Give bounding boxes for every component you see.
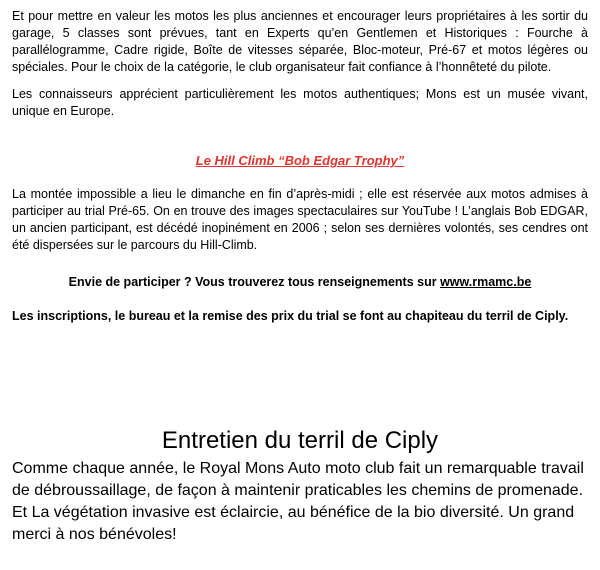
participation-callout <box>12 274 588 291</box>
participation-callout-text: Envie de participer ? Vous trouverez tous renseignements sur <box>68 275 441 289</box>
intro-paragraph-connoisseurs: Les connaisseurs apprécient particulièrement les motos authentiques; Mons est un musée vivant, unique en Europe. <box>12 87 588 118</box>
article-title: Entretien du terril de Ciply <box>161 427 439 454</box>
registration-note: Les inscriptions, le bureau et la remise des prix du trial se font au chapiteau du terril de Ciply. <box>12 309 569 323</box>
article-body: Comme chaque année, le Royal Mons Auto moto club fait un remarquable travail de débroussaillage, de façon à maintenir praticables les chemins de promenade. Et La végétation invasive est éclaircie, au bénéfice de la bio diversité. Un grand merci à nos bénévoles! <box>12 460 584 543</box>
hill-climb-heading: Le Hill Climb “Bob Edgar Trophy” <box>195 153 405 168</box>
hill-climb-paragraph: La montée impossible a lieu le dimanche en fin d’après-midi ; elle est réservée aux motos admises à participer au trial Pré-65. On en trouve des images spectaculaires sur YouTube ! L’anglais Bob EDGAR, un ancien participant, est décédé inopinément en 2006 ; selon ses dernières volontés, ses cendres ont été dispersées sur le parcours du Hill-Climb. <box>12 187 588 252</box>
intro-paragraph-classes: Et pour mettre en valeur les motos les plus anciennes et encourager leurs propriétaires à les sortir du garage, 5 classes sont prévues, tant en Experts qu’en Gentlemen et Historiques : Fourche à parallélogramme, Cadre rigide, Boîte de vitesses séparée, Bloc-moteur, Pré-67 et motos légères ou spéciales. Pour le choix de la catégorie, le club organisateur fait confiance à l’honnêteté du pilote. <box>12 9 588 74</box>
website-link[interactable]: www.rmamc.be <box>440 275 532 289</box>
